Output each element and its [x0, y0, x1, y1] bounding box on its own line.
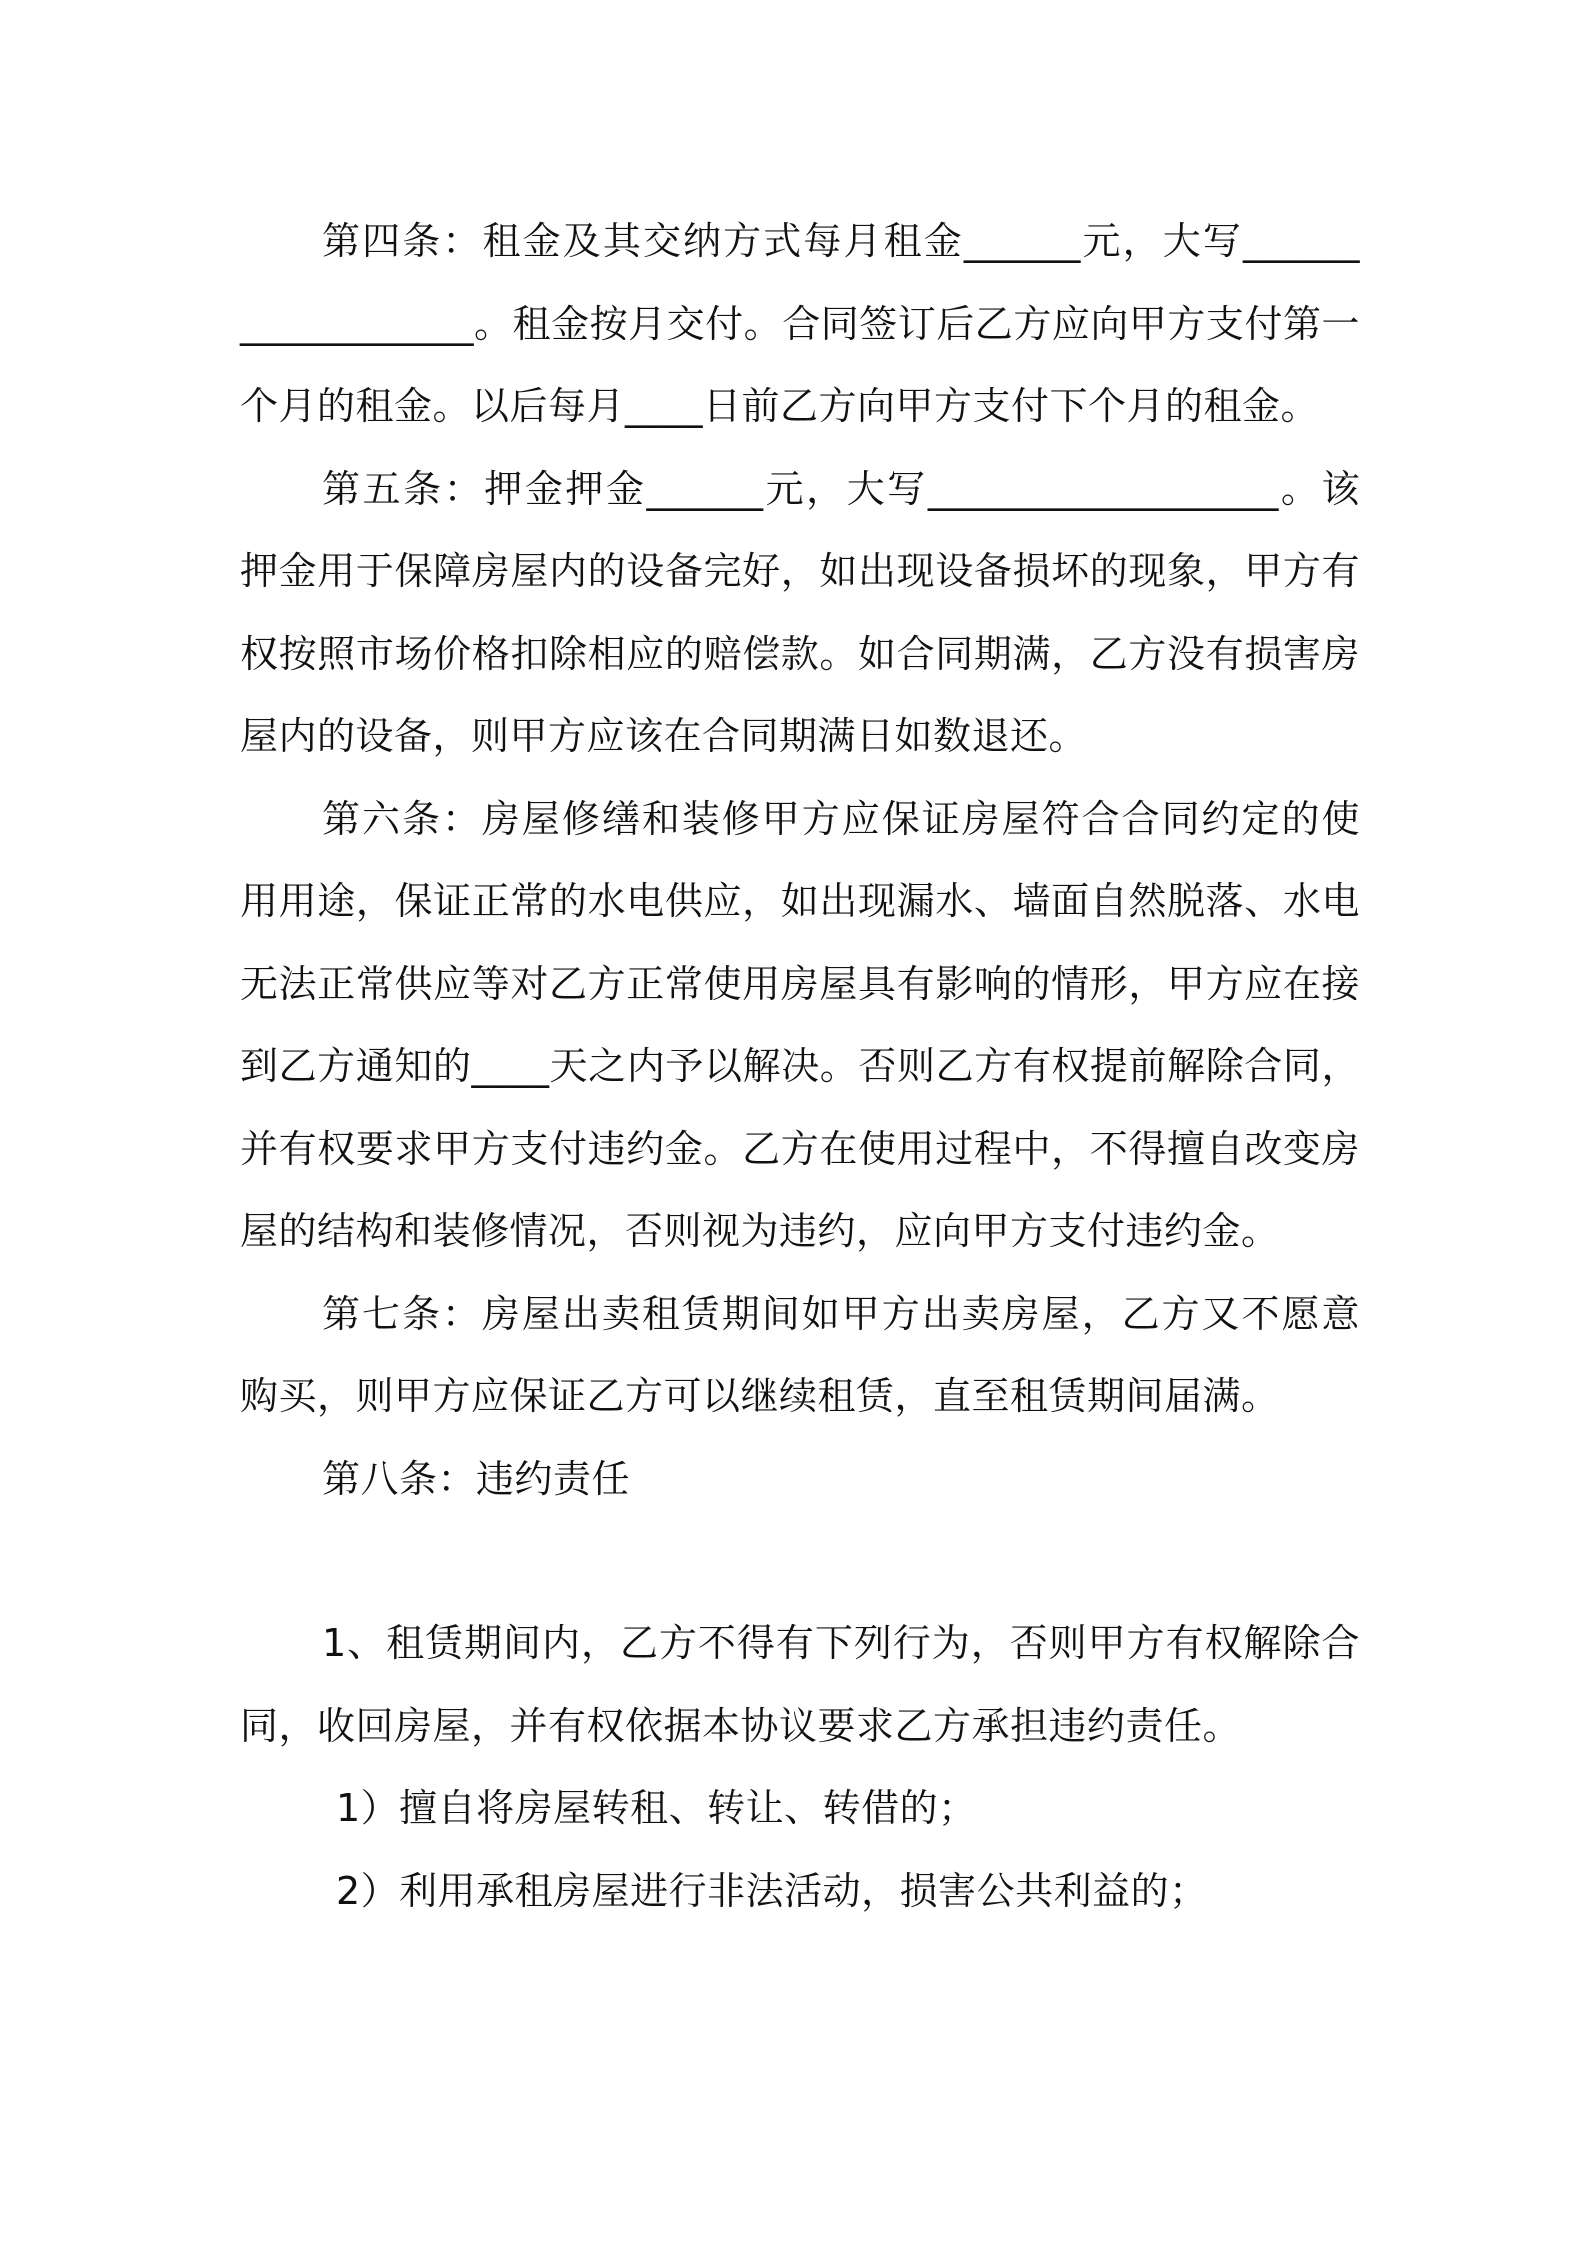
clause-1: 1、租赁期间内，乙方不得有下列行为，否则甲方有权解除合同，收回房屋，并有权依据本协议要求乙方承担违约责任。 — [240, 1621, 1360, 1748]
article-6-repair-renovation: 第六条：房屋修缮和装修甲方应保证房屋符合合同约定的使用用途，保证正常的水电供应，如出现漏水、墙面自然脱落、水电无法正常供应等对乙方正常使用房屋具有影响的情形，甲方应在接到乙方通知的____天之内予以解决。否则乙方有权提前解除合同，并有权要求甲方支付违约金。乙方在使用过程中，不得擅自改变房屋的结构和装修情况，否则视为违约，应向甲方支付违约金。 — [240, 796, 1360, 1253]
document-page — [240, 200, 1360, 1932]
article-7-sale: 第七条：房屋出卖租赁期间如甲方出卖房屋，乙方又不愿意购买，则甲方应保证乙方可以继续租赁，直至租赁期间届满。 — [240, 1291, 1360, 1418]
article-4-rent-payment: 第四条：租金及其交纳方式每月租金______元，大写______ ____________。租金按月交付。合同签订后乙方应向甲方支付第一个月的租金。以后每月____日前乙方向甲方支付下个月的租金。 — [240, 219, 1360, 428]
list-item: 2）利用承租房屋进行非法活动，损害公共利益的； — [336, 1868, 1208, 1913]
article-8-liability-heading: 第八条：违约责任 — [322, 1456, 631, 1501]
article-5-deposit: 第五条：押金押金______元，大写__________________。该押金用于保障房屋内的设备完好，如出现设备损坏的现象，甲方有权按照市场价格扣除相应的赔偿款。如合同期满，乙方没有损害房屋内的设备，则甲方应该在合同期满日如数退还。 — [240, 466, 1360, 758]
list-item: 1）擅自将房屋转租、转让、转借的； — [336, 1786, 977, 1830]
